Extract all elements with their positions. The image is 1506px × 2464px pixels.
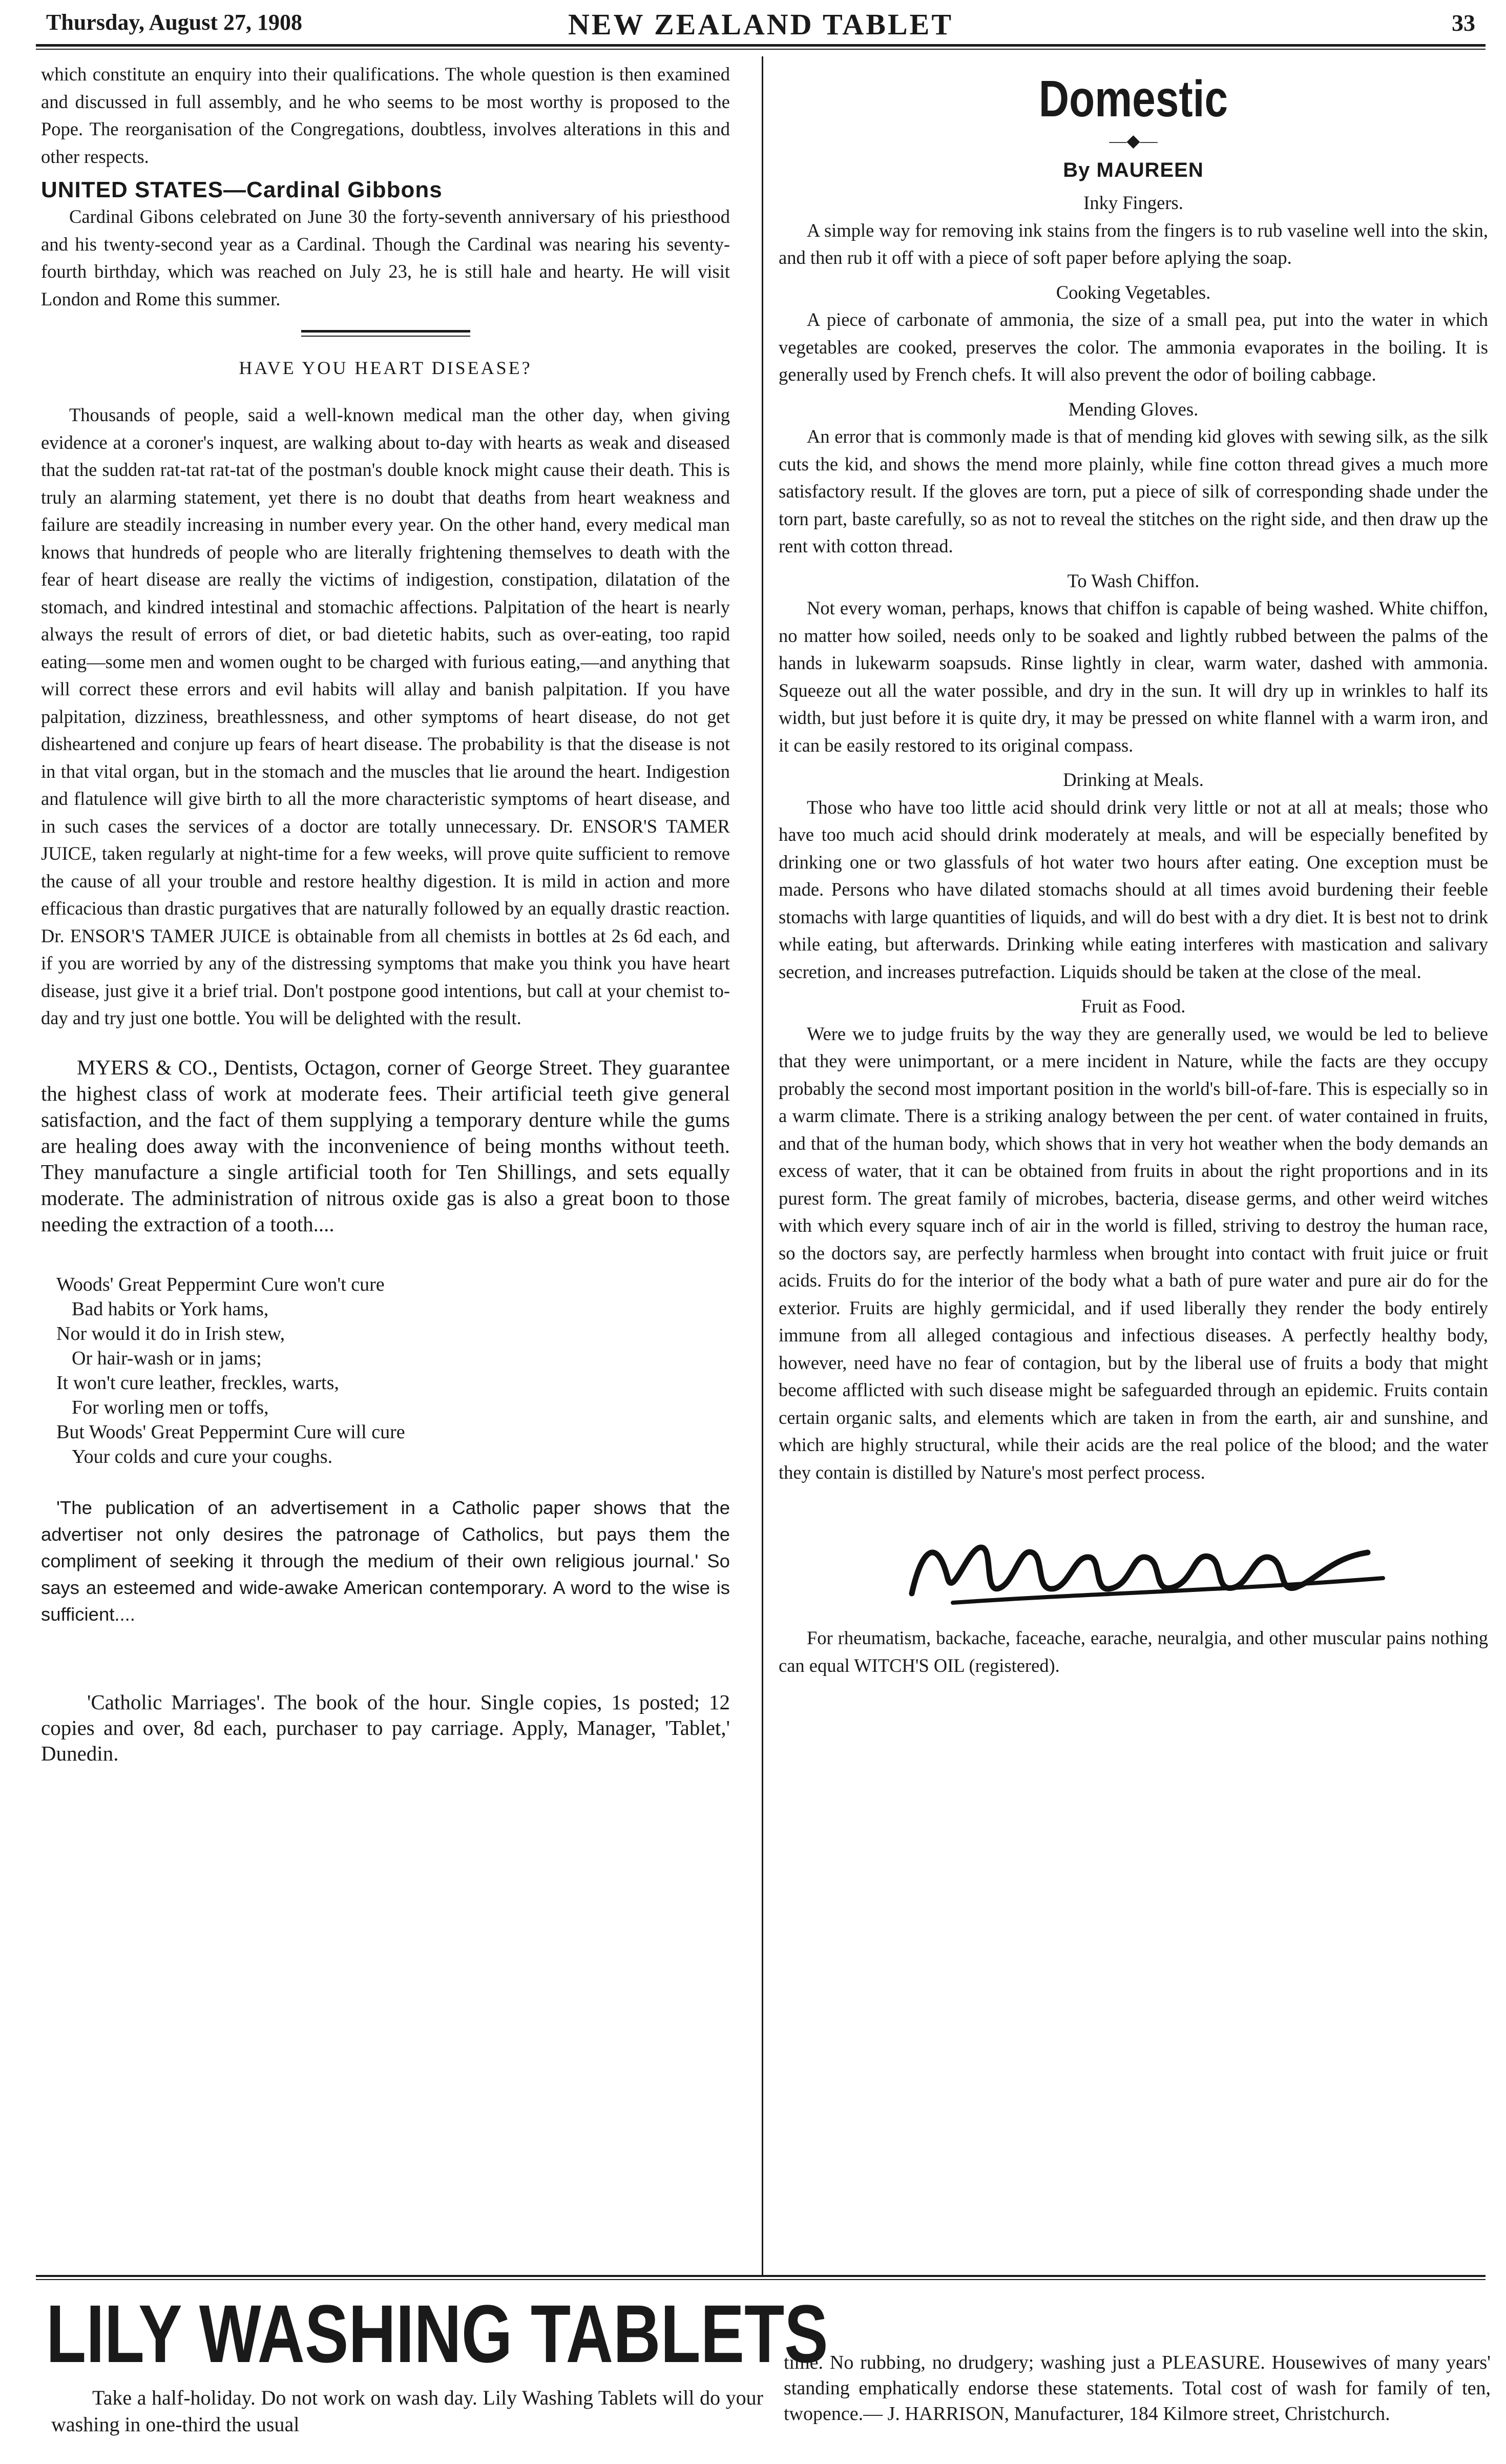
catholic-marriages-ad: [41, 1689, 730, 1766]
gibbons-article: Cardinal Gibons celebrated on June 30 the forty-seventh anniversary of his priesthood and his twenty-second year as a Cardinal. Though the Cardinal was nearing his seventy-fourth birthday, which was reached on July 23, he is still hale and hearty. He will visit London and Rome this summer.: [41, 206, 730, 309]
masthead: [46, 7, 1475, 40]
section-heading: Fruit as Food.: [1081, 996, 1186, 1017]
domestic-title: Domestic: [1038, 70, 1228, 128]
myers-ad-text: MYERS & CO., Dentists, Octagon, corner of George Street. They guarantee the highest class of work at moderate fees. Their artificial teeth give general satisfaction, and the fact of them supplying a temporary denture while the gums are healing does away with the inconvenience of being months without teeth. They manufacture a single artificial tooth for Ten Shillings, and sets equally moderate. The administration of nitrous oxide gas is also a great boon to those needing the extraction of a tooth....: [41, 1055, 730, 1236]
lily-ad-right-text: time. No rubbing, no drudgery; washing just a PLEASURE. Housewives of many years' standing emphatically endorse these statements. Total cost of wash for family of ten, twopence.— J. HARRISON, Manufacturer, 184 Kilmore street, Christchurch.: [784, 2352, 1491, 2425]
gibbons-heading: UNITED STATES—Cardinal Gibbons: [41, 177, 443, 202]
section-heading: Inky Fingers.: [1083, 192, 1183, 213]
bottom-ad-rule: [36, 2275, 1486, 2280]
lily-left-text: Take a half-holiday. Do not work on wash day. Lily Washing Tablets will do your washing in one-third the usual: [51, 2386, 763, 2436]
peppermint-cure-poem: [41, 1272, 730, 1469]
maureen-signature: [779, 1517, 1488, 1614]
section-text: A piece of carbonate of ammonia, the size of a small pea, put into the water in which vegetables are cooked, preserves the color. The ammonia evaporates in the boiling. It is generally used by French chefs. It will also prevent the odor of boiling cabbage.: [779, 309, 1488, 385]
page-number: 33: [1452, 10, 1475, 36]
newspaper-title: NEW ZEALAND TABLET: [568, 8, 954, 41]
intro-paragraph: which constitute an enquiry into their qualifications. The whole question is then examined and discussed in full assembly, and he who seems to be most worthy is proposed to the Pope. The reorganisation of the Congregations, doubtless, involves alterations in this and other respects.: [41, 64, 730, 167]
section-heading: Drinking at Meals.: [1063, 769, 1204, 790]
poem-line: Woods' Great Peppermint Cure won't cure: [56, 1273, 385, 1295]
publication-notice: [41, 1495, 730, 1628]
witchs-oil-ad: For rheumatism, backache, faceache, earache, neuralgia, and other muscular pains nothing can equal WITCH'S OIL (registered).: [779, 1627, 1488, 1676]
poem-line: Bad habits or York hams,: [72, 1298, 269, 1320]
poem-line: For worling men or toffs,: [72, 1396, 269, 1418]
section-heading: Cooking Vegetables.: [1056, 281, 1211, 303]
section-text: Were we to judge fruits by the way they are generally used, we would be led to believe that they were unimportant, or a mere incident in Nature, while the facts are they occupy probably the second most important position in the world's bill-of-fare. This is especially so in a warm climate. There is a striking analogy between the per cent. of water contained in fruits, and that of the human body, which shows that in very hot weather when the body demands an excess of water, that it can be obtained from fruits in about the right proportions and in its purest form. The great family of microbes, bacteria, disease germs, and other weird witches with which every square inch of air in the world is filled, striving to destroy the human race, so the doctors say, are perfectly harmless when brought into contact with fruit juice or fruit acids. Fruits do for the interior of the body what a bath of pure water and pure air do for the exterior. Fruits are highly germicidal, and if used liberally they render the body entirely immune from all alleged contagious and infectious diseases. A perfectly healthy body, however, need have no fear of contagion, but by the liberal use of fruits a body that might become afflicted with such disease might be safeguarded through an epidemic. Fruits contain certain organic salts, and elements which are taken in from the earth, air and sunshine, and which are highly structural, while their acids are the real police of the blood; and the water they contain is distilled by Nature's most perfect process.: [779, 1023, 1488, 1483]
left-column: [41, 60, 730, 1766]
masthead-rule: [36, 44, 1486, 50]
myers-dentists-ad: [41, 1054, 730, 1237]
poem-line: But Woods' Great Peppermint Cure will cure: [56, 1421, 405, 1443]
byline: By MAUREEN: [1063, 159, 1204, 181]
ornament-divider: —◆—: [1109, 132, 1158, 151]
publication-text: 'The publication of an advertisement in a Catholic paper shows that the advertiser not only desires the patronage of Catholics, but pays them the compliment of seeking it through the medium of their own religious journal.' So says an esteemed and wide-awake American contemporary. A word to the wise is sufficient....: [41, 1497, 730, 1625]
lily-ad-left-text: [51, 2385, 763, 2438]
section-text: A simple way for removing ink stains from the fingers is to rub vaseline well into the skin, and then rub it off with a piece of soft paper before aplying the soap.: [779, 219, 1488, 268]
section-text: An error that is commonly made is that of mending kid gloves with sewing silk, as the silk cuts the kid, and shows the mend more plainly, while fine cotton thread gives a much more satisfactory result. If the gloves are torn, put a piece of silk of corresponding shade under the torn part, baste carefully, so as not to reveal the stitches on the right side, and then draw up the rent with cotton thread.: [779, 426, 1488, 556]
section-heading: To Wash Chiffon.: [1067, 570, 1200, 591]
marriages-text: 'Catholic Marriages'. The book of the hour. Single copies, 1s posted; 12 copies and over, 8d each, purchaser to pay carriage. Apply, Manager, 'Tablet,' Dunedin.: [41, 1690, 730, 1765]
heart-disease-title: HAVE YOU HEART DISEASE?: [239, 358, 532, 378]
section-heading: Mending Gloves.: [1068, 398, 1199, 420]
poem-line: It won't cure leather, freckles, warts,: [56, 1372, 339, 1394]
right-column: [779, 60, 1488, 1679]
poem-line: Nor would it do in Irish stew,: [56, 1322, 285, 1344]
section-text: Those who have too little acid should drink very little or not at all at meals; those who have too much acid should drink moderately at meals, and will be especially benefited by drinking one or two glassfuls of hot water two hours after eating. One exception must be made. Persons who have dilated stomachs should at all times avoid burdening their feeble stomachs with large quantities of liquids, and will do best with a dry diet. It is best not to drink while eating, but afterwards. Drinking while eating interferes with mastication and salivary secretion, and increases putrefaction. Liquids should be taken at the close of the meal.: [779, 796, 1488, 982]
heart-disease-article: Thousands of people, said a well-known medical man the other day, when giving evidence at a coroner's inquest, are walking about to-day with hearts as weak and diseased that the sudden rat-tat rat-tat of the postman's double knock might cause their death. This is truly an alarming statement, yet there is no doubt that deaths from heart weakness and failure are steadily increasing in number every year. On the other hand, every medical man knows that hundreds of people who are literally frightening themselves to death with the fear of heart disease are really the victims of indigestion, constipation, dilatation of the stomach, and kindred intestinal and stomachic affections. Palpitation of the heart is nearly always the result of errors of diet, or bad dietetic habits, such as over-eating, too rapid eating—some men and women ought to be charged with furious eating,—and anything that will correct these errors and evil habits will allay and banish palpitation. If you have palpitation, dizziness, breathlessness, and other symptoms of heart disease, do not get disheartened and conjure up fears of heart disease. The probability is that the disease is not in that vital organ, but in the stomach and the muscles that lie around the heart. Indigestion and flatulence will give birth to all the more characteristic symptoms of heart disease, and in such cases the services of a doctor are totally unnecessary. Dr. ENSOR'S TAMER JUICE, taken regularly at night-time for a few weeks, will prove quite sufficient to remove the cause of all your trouble and restore healthy digestion. It is mild in action and more efficacious than drastic purgatives that are naturally followed by an equally drastic reaction. Dr. ENSOR'S TAMER JUICE is obtainable from all chemists in bottles at 2s 6d each, and if you are worried by any of the distressing symptoms that make you think you have heart disease, just give it a brief trial. Don't postpone good intentions, but call at your chemist to-day and try just one bottle. You will be delighted with the result.: [41, 404, 730, 1028]
section-text: Not every woman, perhaps, knows that chiffon is capable of being washed. White chiffon, no matter how soiled, needs only to be soaked and lightly rubbed between the palms of the hands in lukewarm soapsuds. Rinse lightly in clear, warm water, dashed with ammonia. Squeeze out all the water possible, and dry in the sun. It will dry up in wrinkles to half its width, but just before it is quite dry, it may be pressed on white flannel with a warm iron, and it can be easily restored to its original compass.: [779, 597, 1488, 756]
column-divider: [762, 56, 763, 2275]
poem-line: Your colds and cure your coughs.: [72, 1445, 333, 1467]
poem-line: Or hair-wash or in jams;: [72, 1347, 262, 1369]
signature-icon: [891, 1517, 1404, 1614]
issue-date: Thursday, August 27, 1908: [46, 10, 303, 35]
lily-washing-tablets-headline: LILY WASHING TABLETS: [46, 2288, 828, 2379]
section-rule: [301, 330, 470, 337]
